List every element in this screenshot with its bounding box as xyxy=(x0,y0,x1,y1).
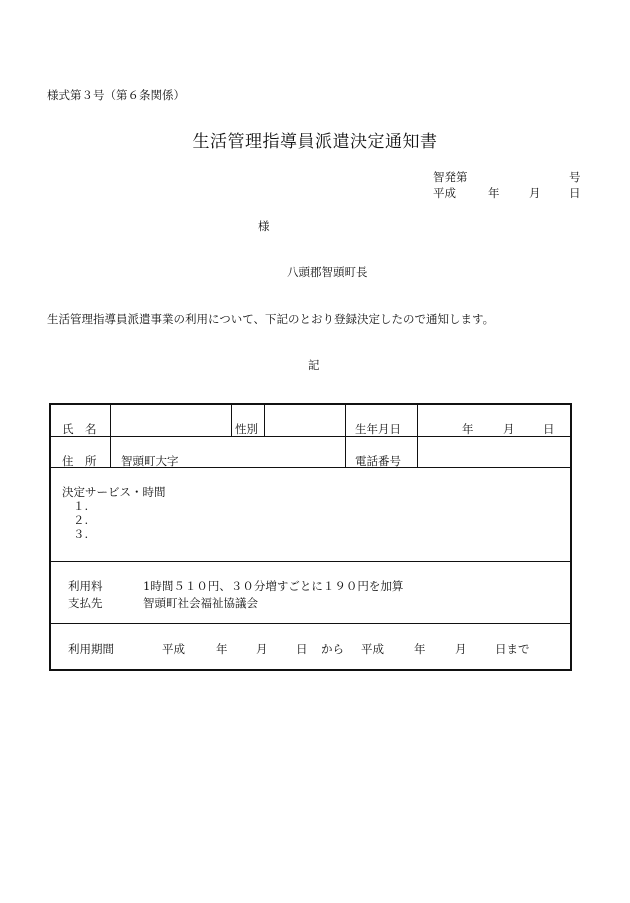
service-label: 決定サービス・時間 xyxy=(62,485,166,499)
fee-label: 利用料 xyxy=(68,579,103,593)
date-day: 日 xyxy=(569,186,581,200)
period-until: 日まで xyxy=(495,642,530,656)
birth-year-unit: 年 xyxy=(462,422,474,436)
column-divider xyxy=(345,405,346,467)
service-item: ３. xyxy=(73,527,89,541)
column-divider xyxy=(417,405,418,467)
service-list xyxy=(73,499,88,541)
column-divider xyxy=(110,405,111,467)
row-divider xyxy=(51,561,570,562)
column-divider xyxy=(231,405,232,436)
column-divider xyxy=(264,405,265,436)
doc-number-suffix: 号 xyxy=(569,170,581,184)
gender-label: 性別 xyxy=(235,422,258,436)
phone-label: 電話番号 xyxy=(355,454,401,468)
date-month: 月 xyxy=(529,186,541,200)
period-from: から xyxy=(321,642,344,656)
period-label: 利用期間 xyxy=(68,642,114,656)
birth-month-unit: 月 xyxy=(503,422,515,436)
date-year: 年 xyxy=(488,186,500,200)
service-item: １. xyxy=(73,499,89,513)
birth-day-unit: 日 xyxy=(543,422,555,436)
period-start-month: 月 xyxy=(256,642,268,656)
period-end-year: 年 xyxy=(414,642,426,656)
addressee-honorific: 様 xyxy=(258,219,270,233)
birthdate-label: 生年月日 xyxy=(355,422,401,436)
ki-heading: 記 xyxy=(308,358,320,372)
period-start-era: 平成 xyxy=(162,642,185,656)
sender-name: 八頭郡智頭町長 xyxy=(287,265,368,279)
doc-number-prefix: 智発第 xyxy=(433,170,468,184)
fee-value: 1時間５１０円、３０分増すごとに１９０円を加算 xyxy=(143,579,404,593)
row-divider xyxy=(51,436,570,437)
period-end-era: 平成 xyxy=(361,642,384,656)
service-item: ２. xyxy=(73,513,89,527)
body-text: 生活管理指導員派遣事業の利用について、下記のとおり登録決定したので通知します。 xyxy=(47,312,495,326)
payee-label: 支払先 xyxy=(68,596,103,610)
period-start-day: 日 xyxy=(296,642,308,656)
payee-value: 智頭町社会福祉協議会 xyxy=(143,596,258,610)
period-start-year: 年 xyxy=(216,642,228,656)
document-title: 生活管理指導員派遣決定通知書 xyxy=(192,132,438,152)
form-number: 様式第３号（第６条関係） xyxy=(47,88,185,102)
date-era: 平成 xyxy=(433,186,456,200)
name-label: 氏 名 xyxy=(62,422,97,436)
address-label: 住 所 xyxy=(62,454,97,468)
period-end-month: 月 xyxy=(455,642,467,656)
decision-table xyxy=(49,403,572,671)
reference-block xyxy=(433,169,583,201)
address-value: 智頭町大字 xyxy=(121,454,179,468)
row-divider xyxy=(51,623,570,624)
